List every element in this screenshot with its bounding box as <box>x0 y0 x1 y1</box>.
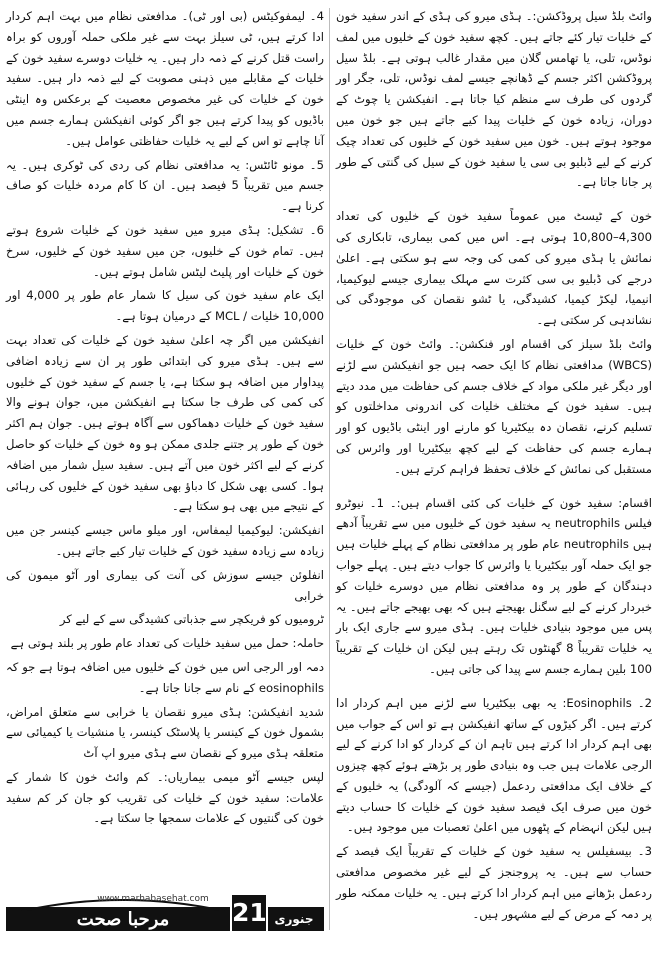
paragraph-pregnancy: حاملہ: حمل میں سفید خلیات کی تعداد عام طور پر بلند ہوتی ہے <box>10 636 324 651</box>
paragraph-monocytes: 5۔ مونو ٹائٹس: یہ مدافعتی نظام کی ردی کی ٹوکری ہیں۔ یہ جسم میں تقریباً 5 فیصد ہیں۔ ان کا کام مردہ خلیات کو صاف کرنا ہے۔ <box>6 157 324 214</box>
paragraph-lymphocytes: 4۔ لیمفوکیٹس (بی اور ٹی)۔ مدافعتی نظام میں بہت اہم کردار ادا کرتے ہیں، ٹی سیلز بہت سے غیر ملکی حملہ آوروں کو براہ راست قتل کرنے کے ذمہ دار ہیں۔ یہ خلیات دوسرے سفید خون کے خلیات کے مقابلے میں ذہنی مصوبت کے لیے ذمہ دار ہیں۔ سفید خون کے خلیات کی غیر مخصوص معصیت کے برعکس وہ اینٹی باڈیوں کو پیدا کرتے ہیں جو اگر کوئی انفیکشن ہمارے جسم میں آنا چاہے تو اس کے لیے یہ خلیات حفاظتی عوامل ہیں۔ <box>6 9 324 148</box>
paragraph-wbc-count: خون کے ٹیسٹ میں عموماً سفید خون کے خلیوں کی تعداد 4,300–10,800 ہوتی ہے۔ اس میں کمی بیماری، تابکاری کی نمائش یا ہڈی میرو کی کمی کی وجہ سے ہو سکتی ہے۔ اعلیٰ درجے کی ڈبلیو بی سی کثرت سے مہلک بیماری جیسے لیوکیمیا، انیمیا، لیکڑ کیمیا، کشیدگی، یا ٹشو نقصان کی موجودگی کی نشاندہی کر سکتی ہے۔ <box>336 209 652 328</box>
left-column <box>6 6 324 832</box>
paragraph-infection-bone-marrow: انفیکشن میں اگر چہ اعلیٰ سفید خون کے خلیات کی تعداد بہت سے ہیں۔ ہڈی میرو کی ابتدائی طور پر ان سے زیادہ اضافی پیداوار میں اضافہ ہو سکتا ہے، یا جسم کے سفید خون کے خلیوں کی کمی کی طرف جا سکتا ہے انفیکشن میں، جوان ہونے والا سفید خون کے خلیات دھماکوں سے آگاہ ہوتے ہیں۔ جوان ہم اکثر خون کے طور پر جتنے جلدی ممکن ہو وہ خون کے خلیات کو حاصل کرنے کے لیے اکثر خون میں آتے ہیں۔ سفید سیل شمار میں اضافہ ہوا۔ کسی بھی شکل کا دباؤ بھی سفید خون کے خلیوں کی رہائی کے نتیجے میں بھی ہو سکتا ہے۔ <box>6 332 324 514</box>
paragraph-formation: 6۔ تشکیل: ہڈی میرو میں سفید خون کے خلیات شروع ہوتے ہیں۔ تمام خون کے خلیوں، جن میں سفید خون کے خلیوں، سرخ خون کے خلیات اور پلیٹ لیٹس شامل ہوتے ہیں۔ <box>6 222 324 279</box>
paragraph-severe-infection: شدید انفیکشن: ہڈی میرو نقصان یا خرابی سے متعلق امراض، بشمول خون کے کینسر یا پلاسٹک کینسر، یا منشیات یا کیمیائی سے متعلقہ ہڈی میرو کے نقصان سے ہڈی میرو اپ آٹ <box>6 704 324 761</box>
magazine-name: مرحبا صحت <box>76 909 170 930</box>
column-divider <box>329 8 330 930</box>
paragraph-inflammation: انفلوئن جیسے سوزش کی آنت کی بیماری اور آٹو میمون کی خرابی <box>6 567 324 603</box>
page-number: 21 <box>230 895 268 931</box>
paragraph-wbc-types-function: وائٹ بلڈ سیلز کی اقسام اور فنکشن:۔ وائٹ خون کے خلیات (WBCS) مدافعتی نظام کا ایک حصہ ہیں جو انفیکشن سے لڑنے اور دیگر غیر ملکی مواد کے خلاف جسم کی حفاظت میں مدد دیتے ہیں۔ سفید خون کے مختلف خلیات کی اندرونی مداخلتوں کو تسلیم کرنے، نقصان دہ بیکٹیریا کو مارنے اور اینٹی باڈیوں کو اور ہمارے جسم کی حفاظت کے لیے کچھ بیکٹیریا اور وائرس کی مستقبل کی نمائش کے خلاف تحفظ فراہم کرتے ہیں۔ <box>336 336 652 476</box>
paragraph-asthma-allergy: دمہ اور الرجی اس میں خون کے خلیوں میں اضافہ ہوتا ہے جو کہ eosinophils کے نام سے جانا جاتا ہے۔ <box>6 659 324 695</box>
paragraph-low-wbc-symptoms: لپس جیسے آٹو میمی بیماریاں:۔ کم وائٹ خون کا شمار کے علامات: سفید خون کے خلیات کی تقریب کو جان کر کم سفید خون کی گنتیوں کے علامات سمجھا جا سکتا ہے۔ <box>6 769 324 826</box>
page-footer <box>6 893 324 950</box>
paragraph-wbc-production: وائٹ بلڈ سیل پروڈکشن:۔ ہڈی میرو کی ہڈی کے اندر سفید خون کے خلیات تیار کئے جاتے ہیں۔ کچھ سفید خون کے خلیوں میں لمف نوڈس، تلی، یا تھامس گلان میں مقدار غالب ہوتی ہے۔ بلڈ سیل پروڈکشن اکثر جسم کے ڈھانچے جیسے لمف نوڈس، تلی، جگر اور گردوں کی طرف سے منظم کیا جاتا ہے۔ انفیکشن یا چوٹ کے دوران، زیادہ خون کے خلیات پیدا کیے جاتے ہیں جو خون میں موجود ہوتے ہیں۔ خون میں سفید خون کے خلیوں کی تعداد چیک کرنے کے لیے ڈبلیو بی سی یا سفید خون کے سیل کی گنتی کے طور پر جانا جاتا ہے۔ <box>336 9 652 190</box>
issue-date: جنوری 2022ء <box>274 912 314 950</box>
paragraph-basophils: 3۔ بیسفیلس یہ سفید خون کے خلیات کے تقریباً ایک فیصد کے حساب سے ہیں۔ یہ پروجنجز کے لیے غیر مخصوص مدافعتی ردعمل بڑھانے میں اہم کردار ادا کرتے ہیں۔ یہ خلیات ممکنہ طور پر دمہ کے مرض کے لیے مشہور ہیں۔ <box>336 844 652 921</box>
right-column <box>336 6 652 927</box>
paragraph-neutrophils: اقسام: سفید خون کے خلیات کی کئی اقسام ہیں:۔ 1۔ نیوٹرو فیلس neutrophils یہ سفید خون کے خلیوں میں سے تقریباً آدھے ہیں neutrophils عام طور پر مدافعتی نظام کے پہلے خلیات ہیں جو ایک حملہ آور بیکٹیریا یا وائرس کا جواب دیتے ہیں۔ پہلے جواب دہندگان کے طور پر وہ مدافعتی نظام میں دوسرے خلیات کو خبردار کرنے کے لیے سگنل بھیجتے ہیں کہ بھی بھیجے جاتے ہیں۔ یہ پس میں موجود بنیادی خلیات ہیں۔ ہڈی میرو سے جاری ایک بار یہ خلیات تقریباً 8 گھنٹوں تک رہتے ہیں لیکن ان خلیات کے تقریباً 100 بلین ہمارے جسم سے پیدا کی جاتی ہیں۔ <box>336 495 652 676</box>
magazine-logo <box>20 893 226 931</box>
website-url: www.marhabasehat.com <box>97 894 209 904</box>
paragraph-trauma: ٹرومیوں کو فریکچر سے جذباتی کشیدگی سے کے لیے کر <box>59 612 324 627</box>
paragraph-normal-count: ایک عام سفید خون کی سیل کا شمار عام طور پر 4,000 اور 10,000 خلیات / MCL کے درمیان ہوتا ہے۔ <box>6 288 325 324</box>
paragraph-eosinophils: 2۔ Eosinophils: یہ بھی بیکٹیریا سے لڑنے میں اہم کردار ادا کرتے ہیں۔ اگر کیڑوں کے ساتھ انفیکشن ہے تو اس کے جواب میں بھی اہم کردار ادا کرتے ہیں تاہم ان کے کردار کو ادا کرنے کے لیے الرجی علامات ہیں جب وہ بنیادی طور پر بڑھتے ہوئے کچھ چیزوں کے خلاف ایک مدافعتی ردعمل (جیسے کہ آلودگی) یہ خلیوں کے خون میں صرف ایک فیصد سفید خون کے خلیات کا حساب دیتے ہیں لیکن انہضام کے پٹھوں میں اعلیٰ تعصبات میں موجود ہیں۔ <box>336 695 653 835</box>
paragraph-cancers: انفیکشن: لیوکیمیا لیمفاس، اور میلو ماس جیسے کینسر جن میں زیادہ سے زیادہ سفید خون کے خلیات تیار کیے جاتے ہیں۔ <box>6 523 324 558</box>
